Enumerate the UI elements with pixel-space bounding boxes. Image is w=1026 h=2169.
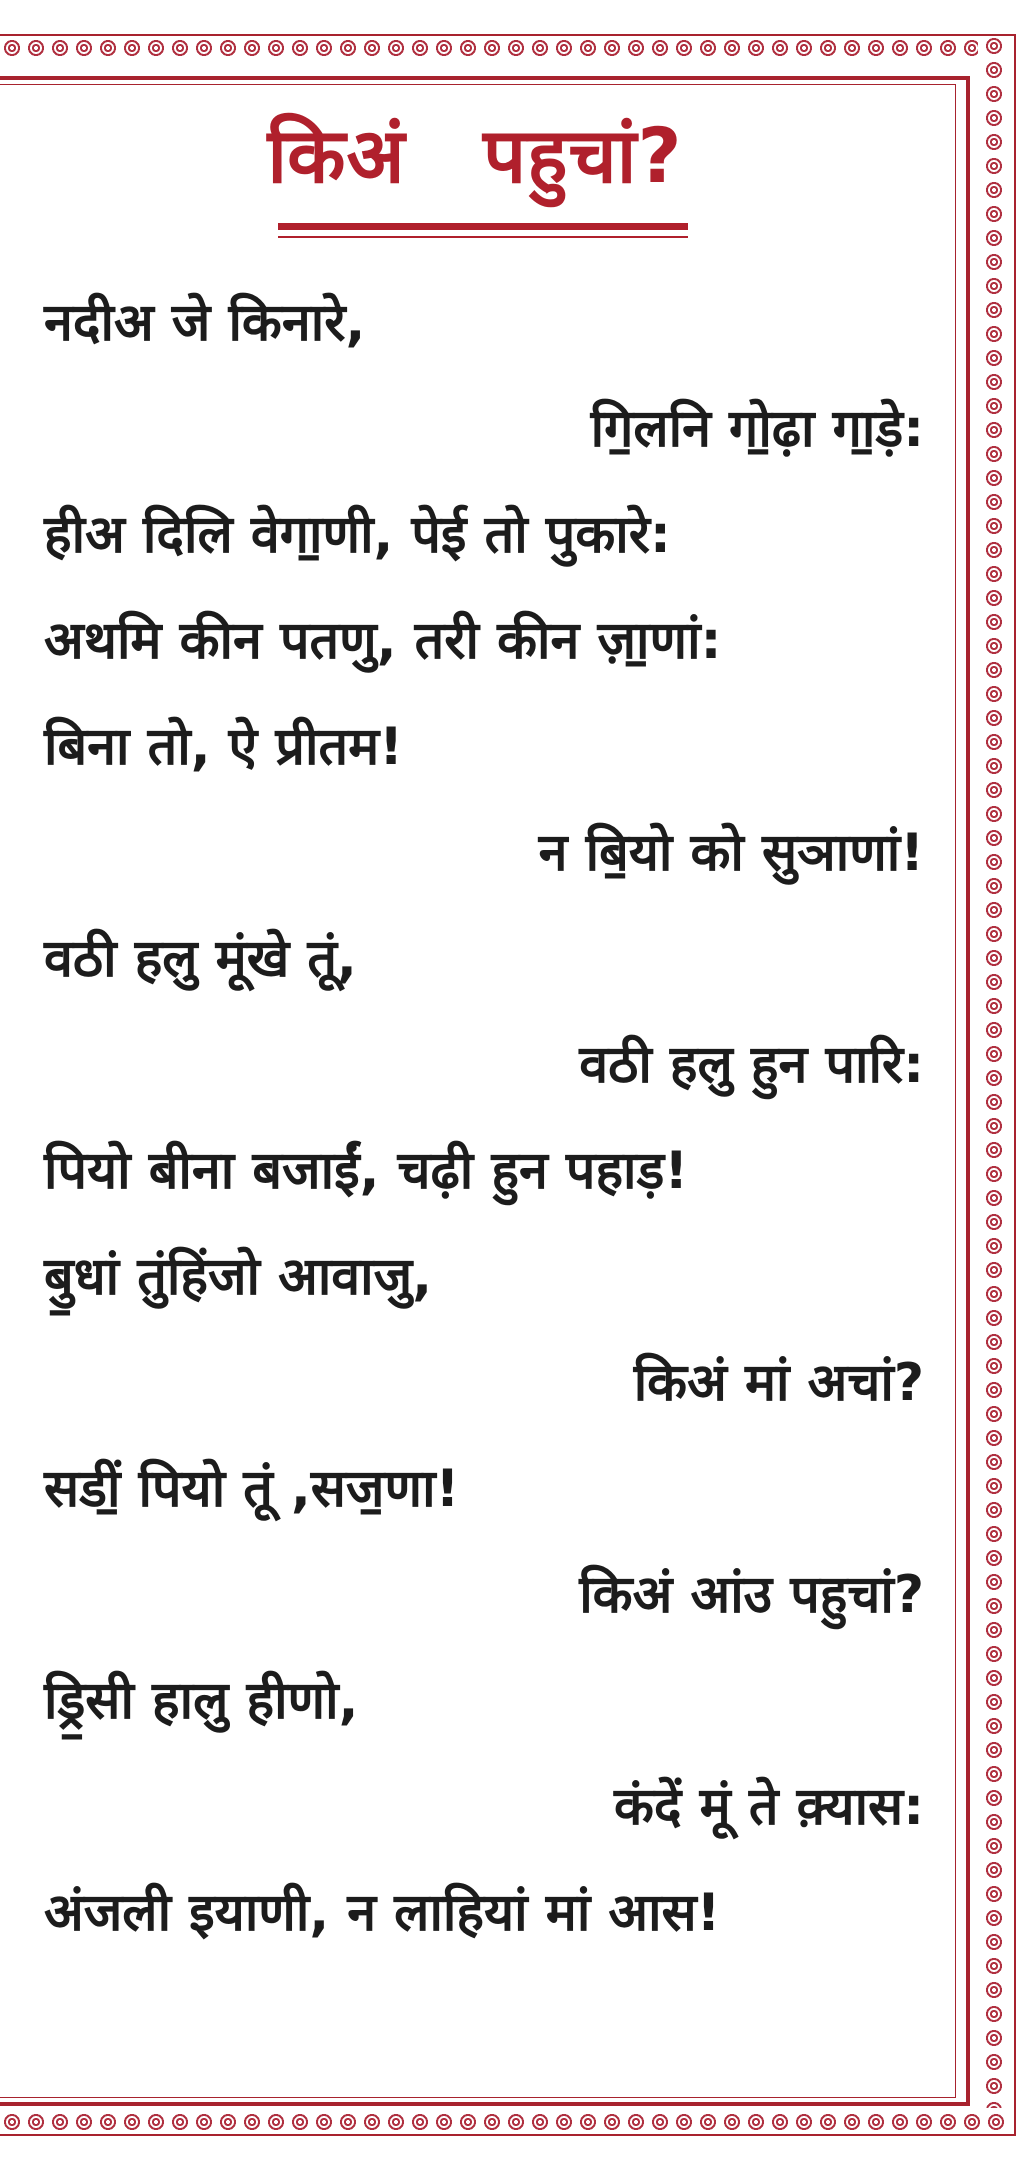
title-underline <box>278 223 688 230</box>
poem-line: कंदें मूं ते क़्यास: <box>614 1777 924 1837</box>
poem-line: अथमि कीन पतणु, तरी कीन ज़ा॒णां: <box>44 611 722 671</box>
poem-body <box>44 270 924 1966</box>
poem-line: बु॒धां तुंहिंजो आवाजु, <box>44 1247 432 1307</box>
poem-line: वठी हलु हुन पारि: <box>579 1035 924 1095</box>
title-underline-thin <box>278 236 688 238</box>
poem-line: सडीं॒ पियो तूं ,सज॒णा! <box>44 1459 460 1519</box>
poem-title: किअं पहुचां? <box>267 111 683 200</box>
poem-line: हीअ दिलि वेगा॒णी, पेई तो पुकारे: <box>44 505 671 565</box>
poem-line: वठी हलु मूंखे तूं, <box>44 929 357 989</box>
poem-line: गि॒लनि गो॒ढ़ा गा॒ड़े: <box>590 399 924 459</box>
poem-line: नदीअ जे किनारे, <box>44 293 366 353</box>
poem-line: बिना तो, ऐ प्रीतम! <box>44 717 403 777</box>
poem-line: अंजली इयाणी, न लाहियां मां आस! <box>44 1883 721 1943</box>
poem-line: किअं मां अचां? <box>633 1353 924 1413</box>
poem-line: न बि॒यो को सुञाणां! <box>538 823 924 883</box>
poem-line: किअं आंउ पहुचां? <box>579 1565 924 1625</box>
poem-line: पियो बीना बजाईं, चढ़ी हुन पहाड़! <box>44 1141 689 1201</box>
poem-line: ड्रि॒सी हालु हीणो, <box>44 1671 359 1731</box>
